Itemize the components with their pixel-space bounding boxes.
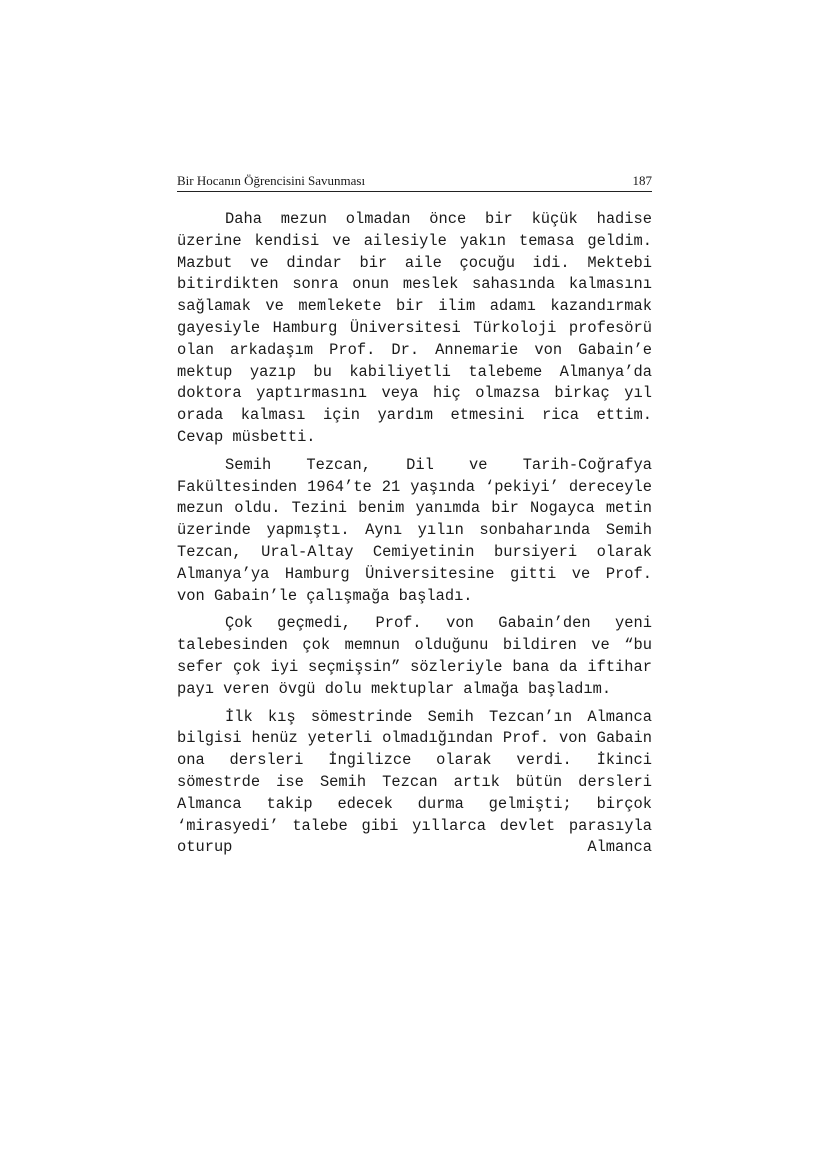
running-title: Bir Hocanın Öğrencisini Savunması (177, 173, 366, 188)
paragraph-2: Semih Tezcan, Dil ve Tarih-Coğrafya Fakültesinden 1964’te 21 yaşında ‘pekiyi’ dereceyle mezun oldu. Tezini benim yanımda bir Nogayca metin üzerinde yapmıştı. Aynı yılın sonbaharında Semih Tezcan, Ural-Altay Cemiyetinin bursiyeri olarak Almanya’ya Hamburg Üniversitesine gitti ve Prof. von Gabain’le çalışmağa başladı. (177, 455, 652, 605)
paragraph-3: Çok geçmedi, Prof. von Gabain’den yeni talebesinden çok memnun olduğunu bildiren ve “bu sefer çok iyi seçmişsin” sözleriyle bana da iftihar payı veren övgü dolu mektuplar almağa başladım. (177, 614, 652, 698)
page-number: 187 (632, 173, 652, 188)
body-text (177, 209, 652, 865)
paragraph-4: İlk kış sömestrinde Semih Tezcan’ın Almanca bilgisi henüz yeterli olmadığından Prof. von Gabain ona dersleri İngilizce olarak verdi. İkinci sömestrde ise Semih Tezcan artık bütün dersleri Almanca takip edecek durma gelmişti; birçok ‘mirasyedi’ talebe gibi yıllarca devlet parasıyla oturup Almanca (177, 707, 652, 857)
paragraph-1: Daha mezun olmadan önce bir küçük hadise üzerine kendisi ve ailesiyle yakın temasa geldim. Mazbut ve dindar bir aile çocuğu idi. Mektebi bitirdikten sonra onun meslek sahasında kalmasını sağlamak ve memlekete bir ilim adamı kazandırmak gayesiyle Hamburg Üniversitesi Türkoloji profesörü olan arkadaşım Prof. Dr. Annemarie von Gabain’e mektup yazıp bu kabiliyetli talebeme Almanya’da doktora yaptırmasını veya hiç olmazsa birkaç yıl orada kalması için yardım etmesini rica ettim. Cevap müsbetti. (177, 210, 652, 446)
running-header (177, 171, 652, 192)
